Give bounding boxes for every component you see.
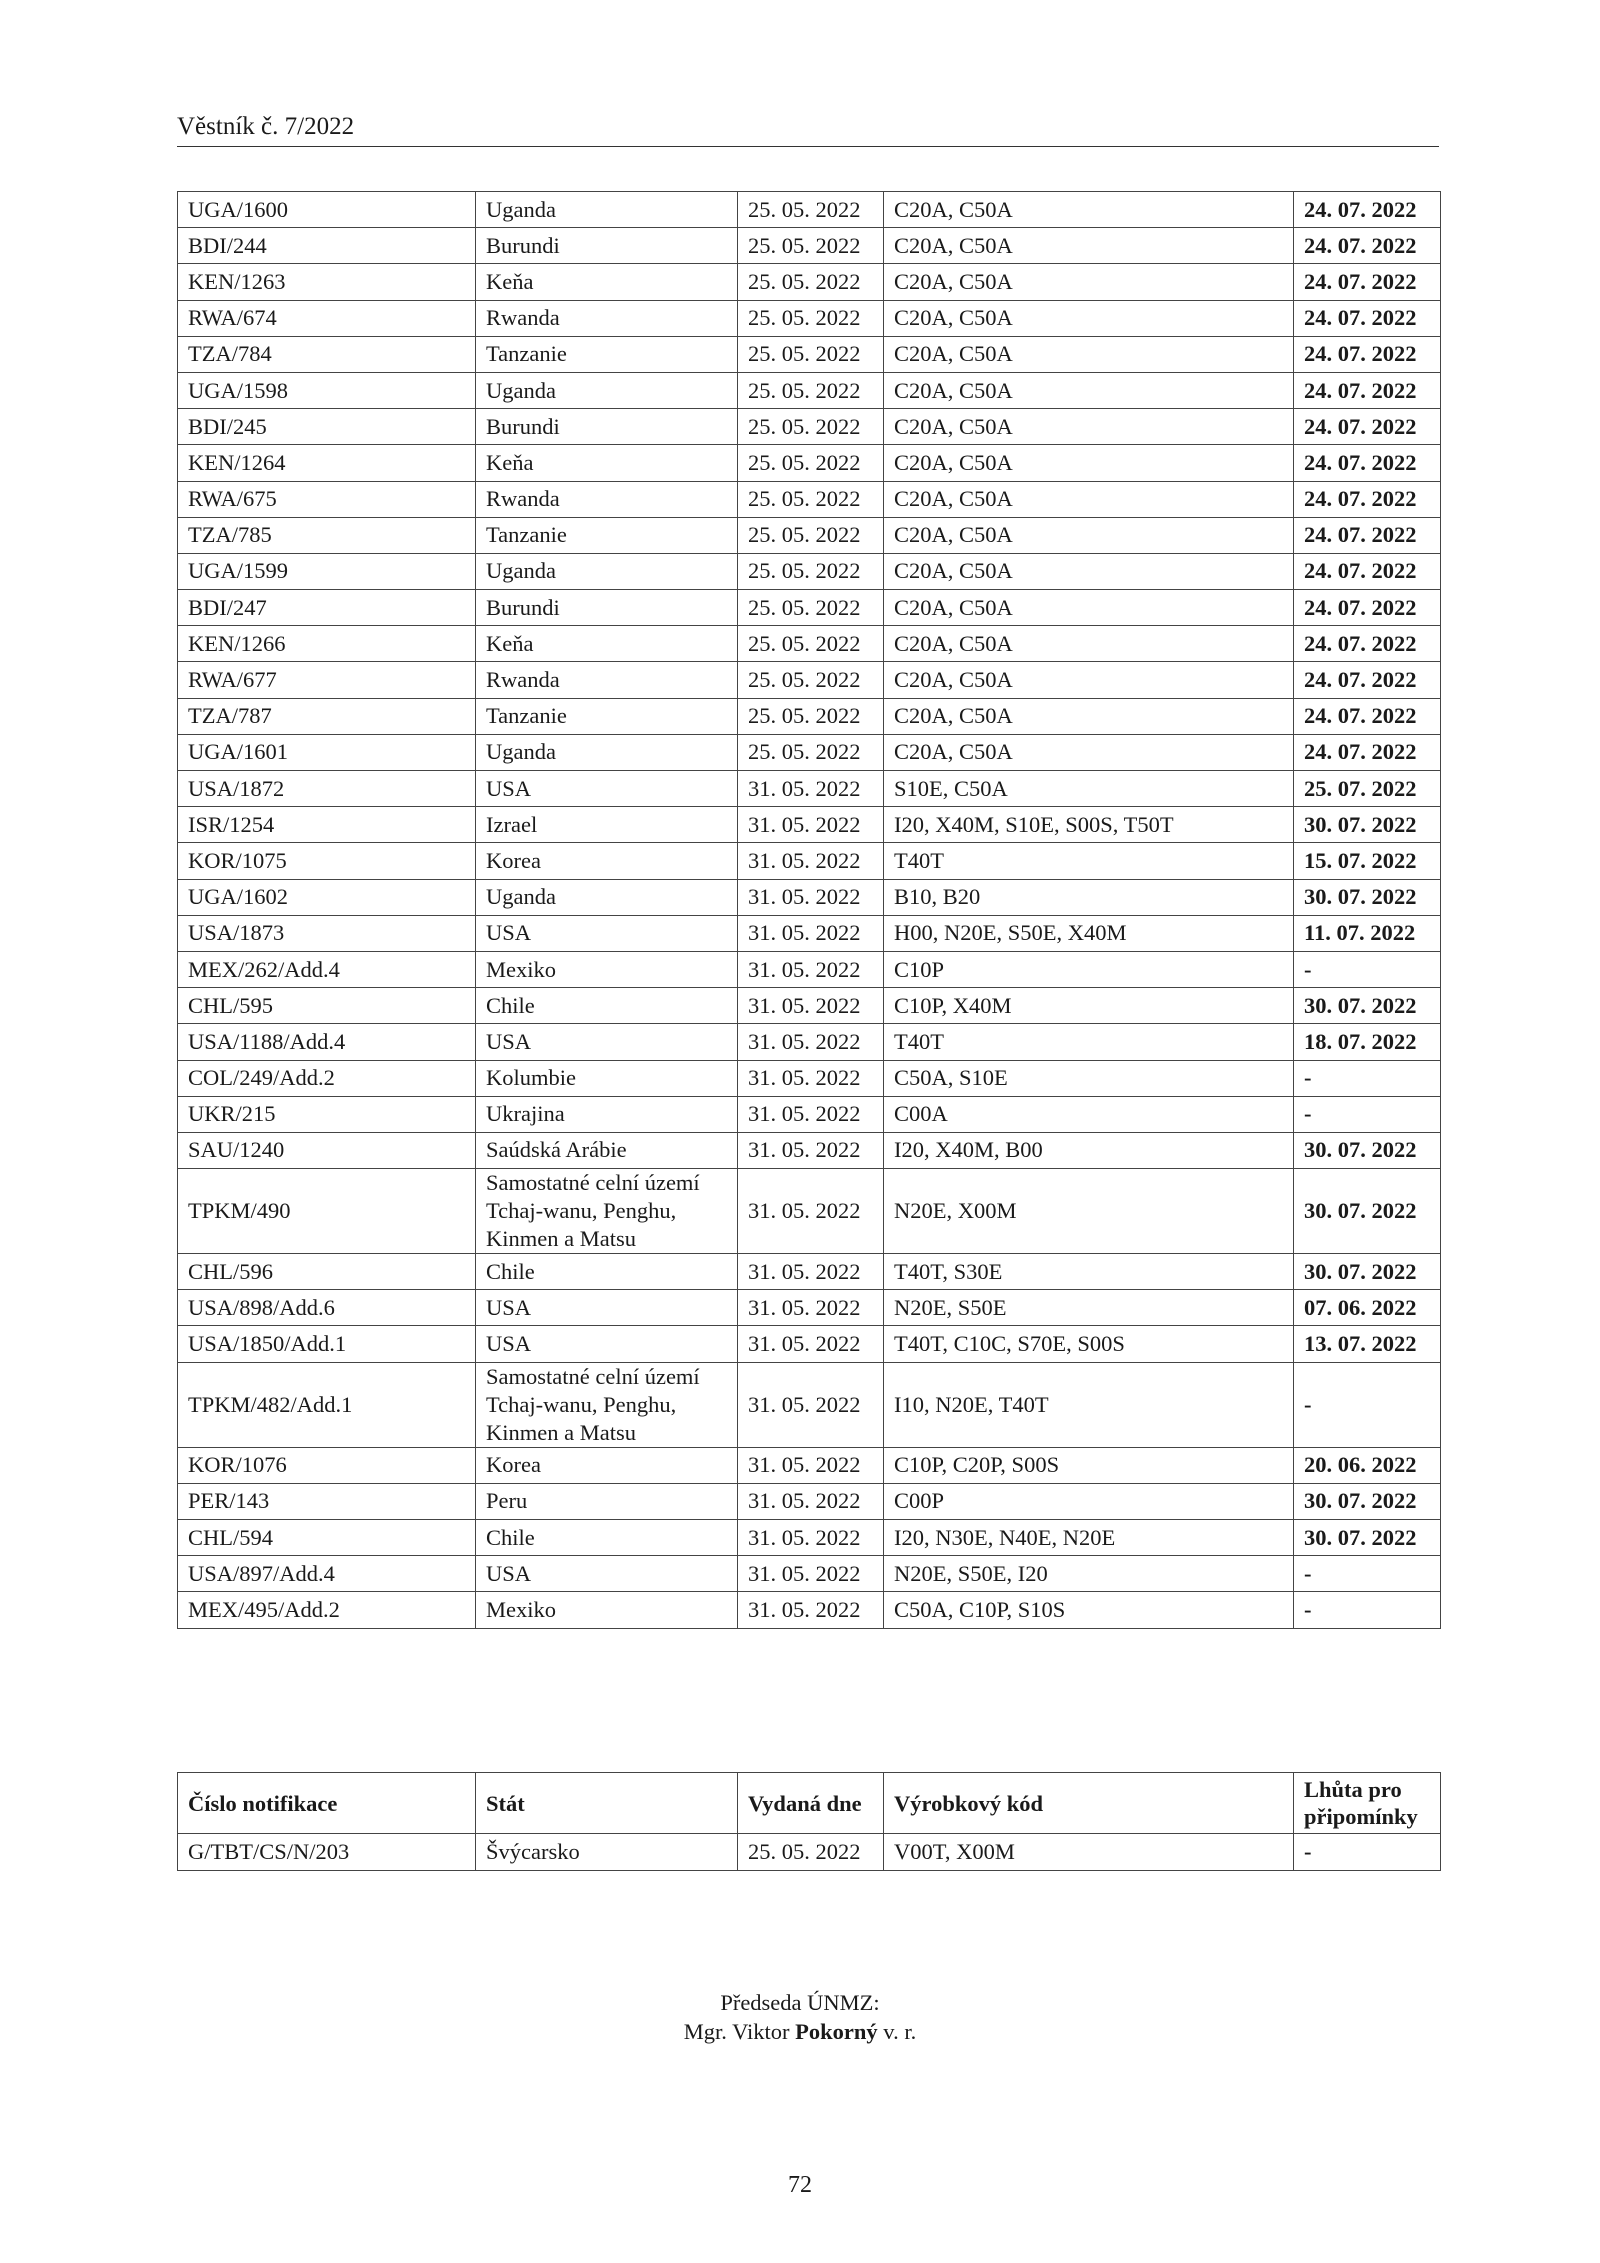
page-number: 72 xyxy=(788,2172,812,2198)
cell-issued-date: 25. 05. 2022 xyxy=(738,590,884,626)
cell-issued-date: 31. 05. 2022 xyxy=(738,988,884,1024)
cell-notification-number: TZA/785 xyxy=(178,517,476,553)
cell-comment-deadline: 15. 07. 2022 xyxy=(1294,843,1441,879)
signature-block xyxy=(0,1988,1600,2046)
bulletin-title: Věstník č. 7/2022 xyxy=(177,113,355,140)
cell-notification-number: UGA/1598 xyxy=(178,372,476,408)
table-row xyxy=(178,192,1441,228)
cell-notification-number: RWA/677 xyxy=(178,662,476,698)
cell-comment-deadline: 24. 07. 2022 xyxy=(1294,734,1441,770)
cell-notification-number: UGA/1600 xyxy=(178,192,476,228)
table-row xyxy=(178,264,1441,300)
cell-state: Korea xyxy=(476,1447,738,1483)
notification-table-2 xyxy=(177,1772,1441,1871)
cell-notification-number: CHL/594 xyxy=(178,1520,476,1556)
cell-product-code: C10P, C20P, S00S xyxy=(884,1447,1294,1483)
cell-issued-date: 31. 05. 2022 xyxy=(738,807,884,843)
cell-state: Burundi xyxy=(476,228,738,264)
cell-issued-date: 31. 05. 2022 xyxy=(738,1169,884,1254)
cell-product-code: C20A, C50A xyxy=(884,626,1294,662)
cell-notification-number: USA/1872 xyxy=(178,771,476,807)
cell-issued-date: 25. 05. 2022 xyxy=(738,553,884,589)
cell-state: Mexiko xyxy=(476,1592,738,1628)
header-notification-number: Číslo notifikace xyxy=(178,1773,476,1834)
cell-notification-number: COL/249/Add.2 xyxy=(178,1060,476,1096)
cell-product-code: C20A, C50A xyxy=(884,445,1294,481)
cell-notification-number: UGA/1602 xyxy=(178,879,476,915)
cell-notification-number: KEN/1264 xyxy=(178,445,476,481)
table-row xyxy=(178,1592,1441,1628)
cell-product-code: T40T xyxy=(884,1024,1294,1060)
cell-comment-deadline: 30. 07. 2022 xyxy=(1294,1169,1441,1254)
cell-state: Izrael xyxy=(476,807,738,843)
cell-state: USA xyxy=(476,915,738,951)
cell-notification-number: CHL/595 xyxy=(178,988,476,1024)
cell-product-code: S10E, C50A xyxy=(884,771,1294,807)
cell-notification-number: USA/1850/Add.1 xyxy=(178,1326,476,1362)
cell-product-code: I20, N30E, N40E, N20E xyxy=(884,1520,1294,1556)
table-row xyxy=(178,1290,1441,1326)
cell-state: Samostatné celní území Tchaj-wanu, Penghu, Kinmen a Matsu xyxy=(476,1362,738,1447)
cell-comment-deadline: 11. 07. 2022 xyxy=(1294,915,1441,951)
cell-issued-date: 31. 05. 2022 xyxy=(738,771,884,807)
table-row xyxy=(178,1132,1441,1168)
cell-notification-number: KEN/1266 xyxy=(178,626,476,662)
cell-issued-date: 31. 05. 2022 xyxy=(738,1096,884,1132)
table-row xyxy=(178,1060,1441,1096)
notification-table xyxy=(177,191,1441,1629)
table-row xyxy=(178,228,1441,264)
cell-state: Uganda xyxy=(476,372,738,408)
cell-comment-deadline: 25. 07. 2022 xyxy=(1294,771,1441,807)
cell-product-code: I20, X40M, S10E, S00S, T50T xyxy=(884,807,1294,843)
cell-product-code: H00, N20E, S50E, X40M xyxy=(884,915,1294,951)
cell-notification-number: KOR/1076 xyxy=(178,1447,476,1483)
cell-comment-deadline: - xyxy=(1294,1834,1441,1871)
cell-notification-number: UKR/215 xyxy=(178,1096,476,1132)
cell-comment-deadline: 30. 07. 2022 xyxy=(1294,988,1441,1024)
cell-state: USA xyxy=(476,771,738,807)
cell-issued-date: 31. 05. 2022 xyxy=(738,1060,884,1096)
cell-comment-deadline: - xyxy=(1294,1060,1441,1096)
cell-issued-date: 31. 05. 2022 xyxy=(738,1592,884,1628)
cell-comment-deadline: 24. 07. 2022 xyxy=(1294,264,1441,300)
cell-issued-date: 25. 05. 2022 xyxy=(738,517,884,553)
cell-notification-number: BDI/247 xyxy=(178,590,476,626)
cell-issued-date: 25. 05. 2022 xyxy=(738,264,884,300)
cell-comment-deadline: 30. 07. 2022 xyxy=(1294,1254,1441,1290)
table-row xyxy=(178,915,1441,951)
table-row xyxy=(178,843,1441,879)
table-row xyxy=(178,698,1441,734)
table-row xyxy=(178,879,1441,915)
cell-notification-number: ISR/1254 xyxy=(178,807,476,843)
cell-comment-deadline: 24. 07. 2022 xyxy=(1294,662,1441,698)
cell-notification-number: TZA/784 xyxy=(178,336,476,372)
cell-notification-number: MEX/262/Add.4 xyxy=(178,951,476,987)
page-header xyxy=(177,112,1439,147)
cell-product-code: C00P xyxy=(884,1483,1294,1519)
cell-notification-number: UGA/1601 xyxy=(178,734,476,770)
cell-product-code: C20A, C50A xyxy=(884,590,1294,626)
cell-notification-number: KOR/1075 xyxy=(178,843,476,879)
notification-table-2-body xyxy=(178,1834,1441,1871)
cell-issued-date: 31. 05. 2022 xyxy=(738,1024,884,1060)
cell-state: Keňa xyxy=(476,626,738,662)
table-row xyxy=(178,481,1441,517)
table-row xyxy=(178,445,1441,481)
cell-comment-deadline: 20. 06. 2022 xyxy=(1294,1447,1441,1483)
table-row xyxy=(178,409,1441,445)
cell-issued-date: 31. 05. 2022 xyxy=(738,1556,884,1592)
cell-state: Švýcarsko xyxy=(476,1834,738,1871)
cell-issued-date: 31. 05. 2022 xyxy=(738,951,884,987)
cell-issued-date: 25. 05. 2022 xyxy=(738,481,884,517)
cell-state: Uganda xyxy=(476,192,738,228)
cell-notification-number: TPKM/490 xyxy=(178,1169,476,1254)
cell-notification-number: RWA/675 xyxy=(178,481,476,517)
cell-comment-deadline: 24. 07. 2022 xyxy=(1294,698,1441,734)
table-row xyxy=(178,1483,1441,1519)
cell-product-code: N20E, X00M xyxy=(884,1169,1294,1254)
cell-state: Keňa xyxy=(476,264,738,300)
cell-issued-date: 25. 05. 2022 xyxy=(738,228,884,264)
table-row xyxy=(178,1024,1441,1060)
cell-state: Tanzanie xyxy=(476,517,738,553)
cell-comment-deadline: 24. 07. 2022 xyxy=(1294,192,1441,228)
cell-product-code: T40T, C10C, S70E, S00S xyxy=(884,1326,1294,1362)
cell-notification-number: USA/1188/Add.4 xyxy=(178,1024,476,1060)
cell-state: Korea xyxy=(476,843,738,879)
cell-product-code: C20A, C50A xyxy=(884,264,1294,300)
cell-issued-date: 25. 05. 2022 xyxy=(738,192,884,228)
table-row xyxy=(178,662,1441,698)
cell-issued-date: 31. 05. 2022 xyxy=(738,1362,884,1447)
table-row xyxy=(178,807,1441,843)
cell-state: Rwanda xyxy=(476,662,738,698)
table-row xyxy=(178,517,1441,553)
cell-notification-number: UGA/1599 xyxy=(178,553,476,589)
header-comment-deadline: Lhůta pro připomínky xyxy=(1294,1773,1441,1834)
cell-product-code: C20A, C50A xyxy=(884,336,1294,372)
notification-table-body xyxy=(178,192,1441,1629)
signature-name-suffix: v. r. xyxy=(883,2019,917,2044)
cell-product-code: C20A, C50A xyxy=(884,662,1294,698)
cell-product-code: C50A, C10P, S10S xyxy=(884,1592,1294,1628)
cell-comment-deadline: 24. 07. 2022 xyxy=(1294,445,1441,481)
cell-state: USA xyxy=(476,1326,738,1362)
signature-role: Předseda ÚNMZ: xyxy=(720,1990,880,2015)
cell-state: Uganda xyxy=(476,553,738,589)
cell-product-code: B10, B20 xyxy=(884,879,1294,915)
cell-comment-deadline: - xyxy=(1294,1362,1441,1447)
cell-comment-deadline: - xyxy=(1294,951,1441,987)
cell-notification-number: TPKM/482/Add.1 xyxy=(178,1362,476,1447)
table-row xyxy=(178,1169,1441,1254)
cell-product-code: C20A, C50A xyxy=(884,553,1294,589)
table-row xyxy=(178,988,1441,1024)
cell-comment-deadline: - xyxy=(1294,1592,1441,1628)
cell-product-code: N20E, S50E, I20 xyxy=(884,1556,1294,1592)
cell-state: Tanzanie xyxy=(476,698,738,734)
cell-product-code: I10, N20E, T40T xyxy=(884,1362,1294,1447)
cell-comment-deadline: 30. 07. 2022 xyxy=(1294,879,1441,915)
cell-product-code: C00A xyxy=(884,1096,1294,1132)
cell-state: USA xyxy=(476,1024,738,1060)
cell-comment-deadline: - xyxy=(1294,1556,1441,1592)
table-row xyxy=(178,553,1441,589)
signature-name-prefix: Mgr. Viktor xyxy=(683,2019,790,2044)
cell-state: Rwanda xyxy=(476,481,738,517)
cell-product-code: C10P xyxy=(884,951,1294,987)
cell-notification-number: PER/143 xyxy=(178,1483,476,1519)
table-row xyxy=(178,1096,1441,1132)
cell-state: Kolumbie xyxy=(476,1060,738,1096)
table-row xyxy=(178,336,1441,372)
cell-product-code: C20A, C50A xyxy=(884,192,1294,228)
table-row xyxy=(178,1447,1441,1483)
cell-product-code: C20A, C50A xyxy=(884,698,1294,734)
cell-product-code: I20, X40M, B00 xyxy=(884,1132,1294,1168)
table-row xyxy=(178,1556,1441,1592)
cell-comment-deadline: 13. 07. 2022 xyxy=(1294,1326,1441,1362)
cell-issued-date: 31. 05. 2022 xyxy=(738,1520,884,1556)
cell-comment-deadline: 24. 07. 2022 xyxy=(1294,228,1441,264)
cell-issued-date: 31. 05. 2022 xyxy=(738,843,884,879)
cell-comment-deadline: 07. 06. 2022 xyxy=(1294,1290,1441,1326)
cell-comment-deadline: 24. 07. 2022 xyxy=(1294,626,1441,662)
cell-issued-date: 25. 05. 2022 xyxy=(738,300,884,336)
table-row xyxy=(178,771,1441,807)
cell-product-code: C20A, C50A xyxy=(884,372,1294,408)
table-row xyxy=(178,951,1441,987)
cell-comment-deadline: 24. 07. 2022 xyxy=(1294,300,1441,336)
header-product-code: Výrobkový kód xyxy=(884,1773,1294,1834)
table-row xyxy=(178,1520,1441,1556)
cell-product-code: C20A, C50A xyxy=(884,734,1294,770)
header-row xyxy=(178,1773,1441,1834)
cell-comment-deadline: 24. 07. 2022 xyxy=(1294,481,1441,517)
cell-state: Mexiko xyxy=(476,951,738,987)
header-issued-date: Vydaná dne xyxy=(738,1773,884,1834)
table-row xyxy=(178,1834,1441,1871)
cell-issued-date: 31. 05. 2022 xyxy=(738,1290,884,1326)
cell-comment-deadline: 18. 07. 2022 xyxy=(1294,1024,1441,1060)
cell-state: Uganda xyxy=(476,879,738,915)
signature-surname: Pokorný xyxy=(795,2019,878,2044)
cell-state: Tanzanie xyxy=(476,336,738,372)
signature-name xyxy=(0,2017,1600,2046)
cell-notification-number: MEX/495/Add.2 xyxy=(178,1592,476,1628)
cell-product-code: T40T xyxy=(884,843,1294,879)
cell-issued-date: 25. 05. 2022 xyxy=(738,662,884,698)
cell-comment-deadline: 24. 07. 2022 xyxy=(1294,372,1441,408)
cell-product-code: C20A, C50A xyxy=(884,409,1294,445)
cell-notification-number: USA/898/Add.6 xyxy=(178,1290,476,1326)
cell-comment-deadline: 30. 07. 2022 xyxy=(1294,1483,1441,1519)
table-row xyxy=(178,1326,1441,1362)
header-state: Stát xyxy=(476,1773,738,1834)
cell-state: Uganda xyxy=(476,734,738,770)
table-row xyxy=(178,372,1441,408)
cell-issued-date: 31. 05. 2022 xyxy=(738,915,884,951)
cell-notification-number: SAU/1240 xyxy=(178,1132,476,1168)
cell-product-code: C50A, S10E xyxy=(884,1060,1294,1096)
table-row xyxy=(178,626,1441,662)
cell-state: Saúdská Arábie xyxy=(476,1132,738,1168)
cell-state: USA xyxy=(476,1556,738,1592)
cell-notification-number: G/TBT/CS/N/203 xyxy=(178,1834,476,1871)
cell-comment-deadline: 24. 07. 2022 xyxy=(1294,553,1441,589)
cell-notification-number: USA/1873 xyxy=(178,915,476,951)
cell-issued-date: 25. 05. 2022 xyxy=(738,336,884,372)
cell-issued-date: 25. 05. 2022 xyxy=(738,1834,884,1871)
cell-state: Burundi xyxy=(476,590,738,626)
cell-comment-deadline: - xyxy=(1294,1096,1441,1132)
cell-comment-deadline: 24. 07. 2022 xyxy=(1294,409,1441,445)
cell-product-code: N20E, S50E xyxy=(884,1290,1294,1326)
table-row xyxy=(178,1362,1441,1447)
cell-state: USA xyxy=(476,1290,738,1326)
cell-state: Chile xyxy=(476,1254,738,1290)
cell-comment-deadline: 24. 07. 2022 xyxy=(1294,590,1441,626)
cell-state: Rwanda xyxy=(476,300,738,336)
cell-notification-number: USA/897/Add.4 xyxy=(178,1556,476,1592)
cell-state: Chile xyxy=(476,988,738,1024)
table-row xyxy=(178,590,1441,626)
cell-notification-number: TZA/787 xyxy=(178,698,476,734)
cell-product-code: C20A, C50A xyxy=(884,517,1294,553)
cell-product-code: T40T, S30E xyxy=(884,1254,1294,1290)
cell-notification-number: KEN/1263 xyxy=(178,264,476,300)
cell-notification-number: BDI/244 xyxy=(178,228,476,264)
cell-comment-deadline: 24. 07. 2022 xyxy=(1294,517,1441,553)
cell-issued-date: 25. 05. 2022 xyxy=(738,372,884,408)
cell-state: Keňa xyxy=(476,445,738,481)
cell-product-code: C20A, C50A xyxy=(884,300,1294,336)
cell-issued-date: 25. 05. 2022 xyxy=(738,734,884,770)
cell-notification-number: CHL/596 xyxy=(178,1254,476,1290)
cell-issued-date: 31. 05. 2022 xyxy=(738,1254,884,1290)
table-row xyxy=(178,300,1441,336)
cell-product-code: C20A, C50A xyxy=(884,481,1294,517)
cell-product-code: C20A, C50A xyxy=(884,228,1294,264)
cell-issued-date: 25. 05. 2022 xyxy=(738,698,884,734)
cell-state: Chile xyxy=(476,1520,738,1556)
cell-product-code: C10P, X40M xyxy=(884,988,1294,1024)
cell-issued-date: 25. 05. 2022 xyxy=(738,626,884,662)
cell-issued-date: 31. 05. 2022 xyxy=(738,1132,884,1168)
cell-issued-date: 25. 05. 2022 xyxy=(738,409,884,445)
cell-notification-number: RWA/674 xyxy=(178,300,476,336)
cell-notification-number: BDI/245 xyxy=(178,409,476,445)
table-row xyxy=(178,734,1441,770)
table-row xyxy=(178,1254,1441,1290)
cell-issued-date: 31. 05. 2022 xyxy=(738,879,884,915)
cell-product-code: V00T, X00M xyxy=(884,1834,1294,1871)
cell-issued-date: 31. 05. 2022 xyxy=(738,1326,884,1362)
cell-state: Samostatné celní území Tchaj-wanu, Penghu, Kinmen a Matsu xyxy=(476,1169,738,1254)
cell-state: Peru xyxy=(476,1483,738,1519)
cell-comment-deadline: 24. 07. 2022 xyxy=(1294,336,1441,372)
cell-state: Burundi xyxy=(476,409,738,445)
cell-issued-date: 25. 05. 2022 xyxy=(738,445,884,481)
cell-issued-date: 31. 05. 2022 xyxy=(738,1447,884,1483)
cell-state: Ukrajina xyxy=(476,1096,738,1132)
cell-issued-date: 31. 05. 2022 xyxy=(738,1483,884,1519)
cell-comment-deadline: 30. 07. 2022 xyxy=(1294,807,1441,843)
cell-comment-deadline: 30. 07. 2022 xyxy=(1294,1132,1441,1168)
cell-comment-deadline: 30. 07. 2022 xyxy=(1294,1520,1441,1556)
